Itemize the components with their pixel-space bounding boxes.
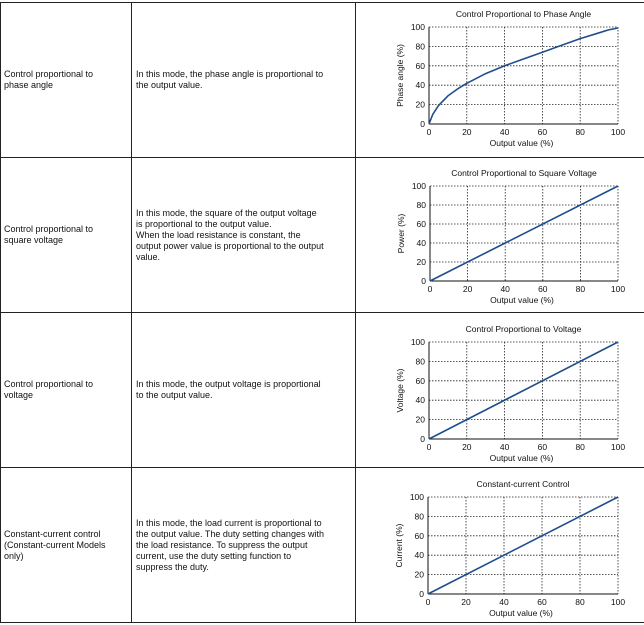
description-line: current, use the duty setting function to [136, 550, 292, 561]
series-line [430, 186, 618, 281]
chart-cell [356, 3, 644, 158]
series-line [429, 342, 618, 439]
x-tick-label: 40 [500, 284, 510, 294]
table-row [1, 468, 644, 623]
mode-name-line: Control proportional to [4, 69, 94, 79]
mode-name-cell [1, 468, 132, 623]
description-line: is proportional to the output value. [136, 218, 272, 229]
x-tick-label: 100 [610, 127, 626, 137]
chart-cell [356, 313, 644, 468]
chart-title: Control Proportional to Voltage [465, 324, 582, 334]
y-axis-label: Phase angle (%) [395, 44, 405, 107]
mode-description-cell [132, 158, 356, 313]
chart-title: Control Proportional to Phase Angle [455, 9, 592, 19]
x-axis-label: Output value (%) [489, 138, 554, 148]
chart-cell [356, 468, 644, 623]
description-line: the output value. [136, 80, 203, 90]
y-tick-label: 0 [420, 434, 425, 444]
description-line: In this mode, the output voltage is proportional [136, 379, 321, 389]
x-tick-label: 20 [462, 442, 472, 452]
description-line: output power value is proportional to the output [136, 240, 324, 251]
series-line [429, 28, 618, 124]
x-tick-label: 20 [461, 597, 471, 607]
description-line: When the load resistance is constant, the [136, 229, 301, 240]
chart-title: Control Proportional to Square Voltage [451, 168, 597, 178]
series-line [428, 497, 618, 594]
x-tick-label: 60 [538, 284, 548, 294]
x-tick-label: 20 [462, 127, 472, 137]
mode-name-line: only) [4, 550, 24, 561]
y-axis-label: Voltage (%) [395, 368, 405, 413]
x-tick-label: 60 [537, 127, 548, 137]
y-tick-label: 40 [415, 395, 425, 406]
chart-voltage [356, 313, 644, 467]
y-tick-label: 40 [415, 80, 425, 91]
mode-name-cell [1, 3, 132, 158]
table-row [1, 313, 644, 468]
mode-name-line: phase angle [4, 80, 54, 90]
x-axis-label: Output value (%) [489, 608, 553, 618]
x-tick-label: 40 [499, 597, 509, 607]
table-row [1, 3, 644, 158]
mode-name-line: Constant-current control [4, 528, 101, 539]
y-tick-label: 20 [414, 569, 424, 580]
mode-name-line: square voltage [4, 235, 64, 245]
chart-square-voltage [356, 158, 644, 312]
y-tick-label: 60 [414, 530, 424, 541]
y-tick-label: 60 [415, 375, 425, 386]
description-line: In this mode, the square of the output voltage [136, 207, 317, 218]
y-tick-label: 80 [415, 41, 425, 52]
y-tick-label: 60 [415, 60, 425, 71]
x-tick-label: 60 [537, 442, 548, 452]
x-tick-label: 0 [425, 597, 431, 607]
description-line: the output value. The duty setting changes with [136, 528, 324, 539]
grid [429, 27, 618, 124]
y-axis-label: Current (%) [394, 523, 404, 568]
y-tick-label: 100 [410, 22, 425, 32]
y-tick-label: 80 [416, 200, 426, 210]
y-tick-label: 100 [410, 337, 425, 347]
x-tick-label: 40 [499, 127, 510, 137]
x-axis-label: Output value (%) [489, 453, 554, 463]
x-axis-label: Output value (%) [490, 295, 554, 305]
y-tick-label: 20 [415, 414, 425, 425]
x-tick-label: 80 [575, 284, 586, 294]
description-line: suppress the duty. [136, 561, 209, 572]
y-tick-label: 80 [414, 511, 424, 522]
control-modes-table [0, 2, 644, 623]
mode-name-line: Control proportional to [4, 379, 94, 389]
x-tick-label: 80 [575, 442, 585, 452]
y-axis-label: Power (%) [396, 213, 406, 254]
series-path [428, 497, 618, 594]
x-tick-label: 0 [426, 127, 432, 137]
tick-labels [411, 22, 626, 137]
x-tick-label: 60 [537, 597, 547, 607]
x-tick-label: 0 [426, 442, 432, 452]
mode-name-line: voltage [4, 390, 34, 400]
y-tick-label: 40 [414, 550, 424, 561]
mode-description-cell [132, 468, 356, 623]
x-tick-label: 80 [575, 597, 585, 607]
y-tick-label: 0 [421, 276, 426, 286]
y-tick-label: 100 [411, 181, 426, 191]
mode-name-cell [1, 313, 132, 468]
y-tick-label: 0 [419, 589, 424, 599]
x-tick-label: 100 [610, 284, 626, 294]
description-line: value. [136, 251, 161, 262]
x-tick-label: 100 [610, 597, 626, 607]
series-path [429, 28, 618, 124]
mode-name-line: (Constant-current Models [4, 539, 106, 550]
y-tick-label: 60 [416, 219, 426, 229]
mode-description-cell [132, 313, 356, 468]
y-tick-label: 80 [415, 356, 425, 367]
mode-name-line: Control proportional to [4, 224, 94, 234]
chart-cell [356, 158, 644, 313]
x-tick-label: 0 [427, 284, 433, 294]
mode-description-cell [132, 3, 356, 158]
series-path [430, 186, 618, 281]
y-tick-label: 20 [415, 99, 425, 110]
description-line: the load resistance. To suppress the output [136, 539, 308, 550]
description-line: In this mode, the load current is proportional to [136, 517, 322, 528]
x-tick-label: 80 [575, 127, 585, 137]
x-tick-label: 40 [499, 442, 510, 452]
description-line: to the output value. [136, 390, 213, 400]
y-tick-label: 0 [420, 119, 425, 129]
chart-title: Constant-current Control [476, 479, 570, 489]
series-path [429, 342, 618, 439]
y-tick-label: 40 [416, 238, 426, 248]
chart-phase-angle [356, 3, 644, 157]
chart-constant-current [356, 468, 644, 622]
mode-name-cell [1, 158, 132, 313]
x-tick-label: 100 [610, 442, 626, 452]
table-row [1, 158, 644, 313]
y-tick-label: 20 [416, 257, 426, 267]
description-line: In this mode, the phase angle is proportional to [136, 69, 324, 79]
x-tick-label: 20 [462, 284, 473, 294]
y-tick-label: 100 [409, 492, 424, 502]
